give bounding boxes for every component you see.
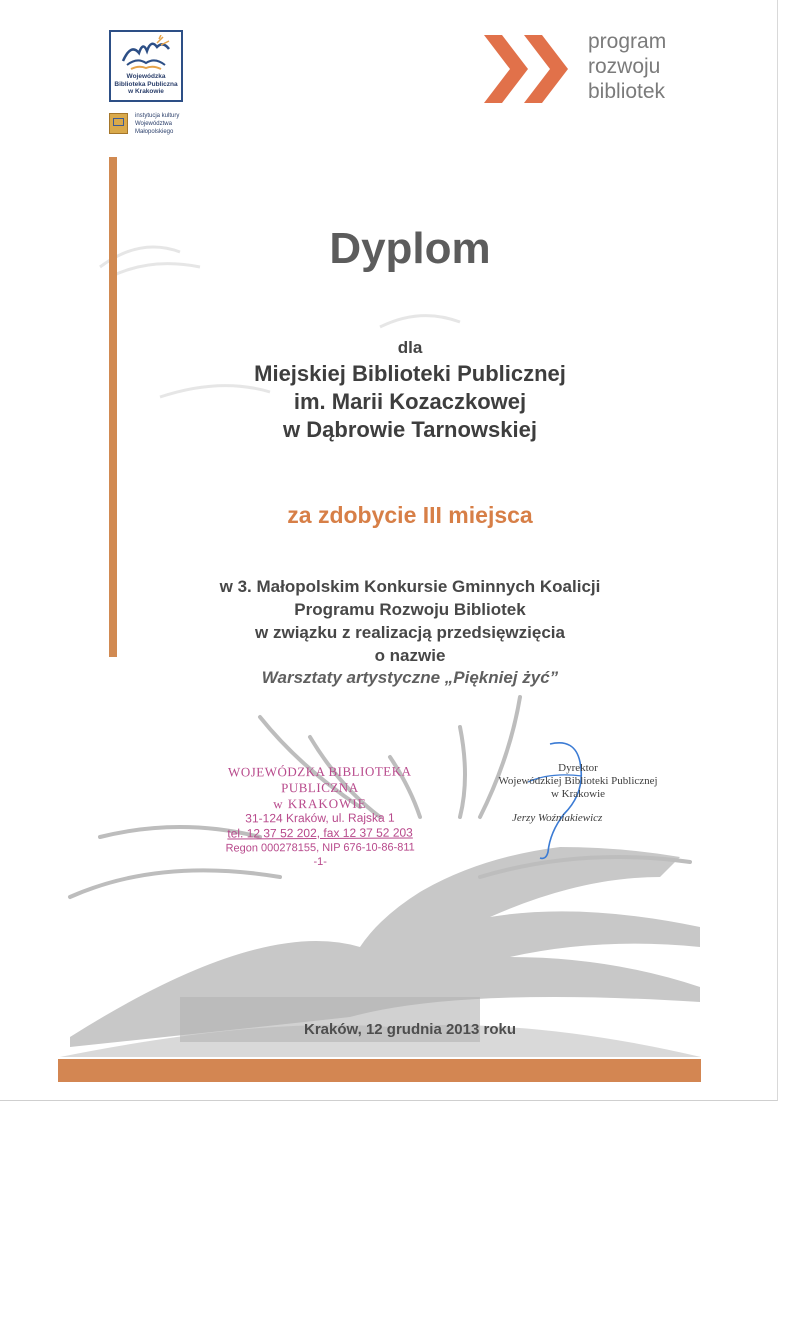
open-book-logo-icon	[117, 35, 175, 73]
contest-description	[150, 575, 670, 667]
wbp-logo	[109, 30, 183, 102]
scan-margin	[0, 1101, 800, 1318]
program-logo-line: rozwoju	[588, 55, 661, 78]
program-logo-line: bibliotek	[588, 80, 666, 103]
contest-line: w 3. Małopolskim Konkursie Gminnych Koalicji	[219, 577, 601, 596]
institution-label	[109, 112, 219, 138]
issue-date: Kraków, 12 grudnia 2013 roku	[303, 1021, 517, 1038]
malopolska-emblem-icon	[109, 113, 128, 134]
director-stamp	[483, 762, 673, 801]
accent-bar-vertical	[109, 157, 117, 657]
director-stamp-line: w Krakowie	[550, 788, 606, 800]
wbp-logo-line: Wojewódzka	[126, 73, 166, 80]
stamp-line: Regon 000278155, NIP 676-10-86-811	[225, 841, 415, 855]
wbp-logo-line: w Krakowie	[128, 88, 164, 95]
stamp-line: w KRAKOWIE	[273, 795, 367, 812]
recipient-line: Miejskiej Biblioteki Publicznej	[254, 361, 566, 386]
stamp-line: WOJEWÓDZKA BIBLIOTEKA PUBLICZNA	[227, 763, 412, 796]
institution-line: instytucja kultury	[135, 113, 180, 119]
contest-line: Programu Rozwoju Bibliotek	[294, 600, 526, 619]
institution-line: Małopolskiego	[135, 129, 174, 135]
project-name: Warsztaty artystyczne „Piękniej żyć”	[261, 668, 559, 687]
stamp-line: -1-	[313, 855, 327, 869]
stamp-line: 31-124 Kraków, ul. Rajska 1	[245, 810, 395, 826]
recipient-line: im. Marii Kozaczkowej	[293, 389, 527, 414]
contest-line: o nazwie	[374, 646, 446, 665]
double-chevron-icon	[484, 35, 572, 103]
director-name: Jerzy Woźniakiewicz	[512, 812, 603, 824]
diploma-title: Dyplom	[329, 224, 491, 273]
director-stamp-line: Wojewódzkiej Biblioteki Publicznej	[498, 775, 658, 787]
stamp-line: tel. 12 37 52 202, fax 12 37 52 203	[227, 825, 413, 841]
contest-line: w związku z realizacją przedsięwzięcia	[255, 623, 565, 642]
library-stamp	[200, 763, 441, 869]
wbp-logo-line: Biblioteka Publiczna	[114, 80, 178, 88]
handwritten-signature	[520, 742, 600, 862]
accent-bar-bottom	[58, 1059, 701, 1082]
recipient-line: w Dąbrowie Tarnowskiej	[283, 417, 537, 442]
award-text: za zdobycie III miejsca	[287, 502, 533, 528]
institution-line: Województwa	[135, 121, 172, 127]
director-stamp-line: Dyrektor	[558, 762, 598, 774]
recipient-name	[150, 360, 670, 444]
for-label: dla	[397, 338, 423, 357]
program-logo-line: program	[588, 30, 667, 53]
program-rozwoju-bibliotek-logo	[588, 29, 738, 104]
